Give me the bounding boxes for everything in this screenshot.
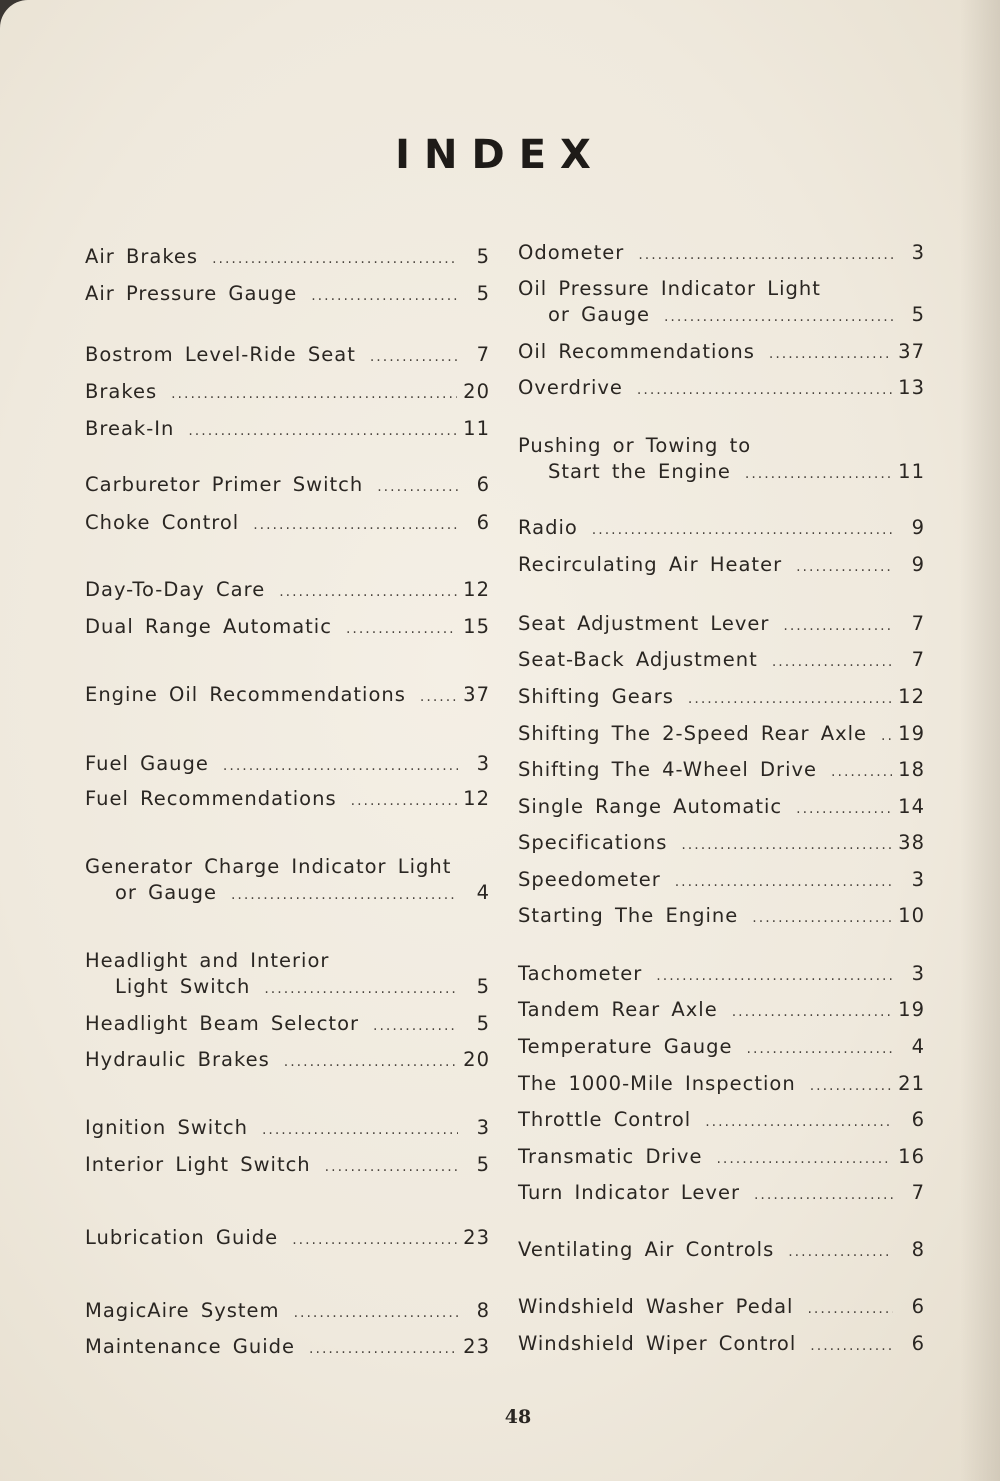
index-entry xyxy=(518,1035,925,1061)
index-entry xyxy=(85,752,490,778)
dot-leader xyxy=(279,584,457,600)
index-entry xyxy=(85,855,490,907)
dot-leader xyxy=(377,479,458,495)
dot-leader xyxy=(253,517,458,533)
entry-label-continued: Light Switch xyxy=(115,975,251,998)
page-number: 48 xyxy=(504,1406,532,1428)
entry-label: The 1000-Mile Inspection xyxy=(518,1072,796,1095)
index-entry xyxy=(85,1226,490,1252)
entry-page-number: 38 xyxy=(898,831,925,854)
entry-label: Tachometer xyxy=(518,962,643,985)
dot-leader xyxy=(688,691,892,707)
entry-page-number: 3 xyxy=(476,1116,490,1139)
index-entry xyxy=(85,683,490,709)
index-entry xyxy=(518,376,925,402)
dot-leader xyxy=(262,1122,458,1138)
index-entry xyxy=(85,1335,490,1361)
index-entry xyxy=(518,962,925,988)
dot-leader xyxy=(325,1159,458,1175)
entry-page-number: 19 xyxy=(898,722,925,745)
entry-label: Turn Indicator Lever xyxy=(518,1181,740,1204)
index-entry xyxy=(518,868,925,894)
index-entry xyxy=(518,553,925,579)
index-entry xyxy=(518,1238,925,1264)
entry-label: Seat Adjustment Lever xyxy=(518,612,770,635)
dot-leader xyxy=(796,801,892,817)
entry-page-number: 11 xyxy=(463,417,490,440)
entry-label: Interior Light Switch xyxy=(85,1153,311,1176)
dot-leader xyxy=(754,1187,893,1203)
dot-leader xyxy=(171,386,457,402)
entry-label: Temperature Gauge xyxy=(518,1035,733,1058)
entry-page-number: 18 xyxy=(898,758,925,781)
index-entry xyxy=(85,473,490,499)
index-entry xyxy=(518,1108,925,1134)
dot-leader xyxy=(373,1018,458,1034)
dot-leader xyxy=(732,1004,892,1020)
entry-page-number: 37 xyxy=(463,683,490,706)
entry-page-number: 3 xyxy=(476,752,490,775)
entry-page-number: 5 xyxy=(476,245,490,268)
dot-leader xyxy=(831,764,892,780)
index-entry xyxy=(518,241,925,267)
entry-page-number: 4 xyxy=(476,881,490,904)
index-entry xyxy=(518,758,925,784)
dot-leader xyxy=(346,621,457,637)
index-entry xyxy=(85,1116,490,1142)
entry-page-number: 19 xyxy=(898,998,925,1021)
index-entry xyxy=(85,511,490,537)
entry-page-number: 11 xyxy=(898,460,925,483)
dot-leader xyxy=(716,1151,892,1167)
entry-page-number: 12 xyxy=(463,787,490,810)
index-entry xyxy=(85,1012,490,1038)
entry-label: Brakes xyxy=(85,380,158,403)
entry-page-number: 5 xyxy=(476,975,490,998)
index-entry xyxy=(85,282,490,308)
index-entry xyxy=(85,417,490,443)
entry-page-number: 5 xyxy=(476,1153,490,1176)
entry-label: Speedometer xyxy=(518,868,661,891)
entry-label: Odometer xyxy=(518,241,625,264)
entry-page-number: 10 xyxy=(898,904,925,927)
dot-leader xyxy=(807,1301,893,1317)
entry-label: Day-To-Day Care xyxy=(85,578,266,601)
entry-page-number: 15 xyxy=(463,615,490,638)
dot-leader xyxy=(311,288,458,304)
index-entry xyxy=(518,1332,925,1358)
index-entry xyxy=(518,1072,925,1098)
dot-leader xyxy=(788,1244,893,1260)
index-entry xyxy=(518,277,925,329)
dot-leader xyxy=(637,382,892,398)
index-entry xyxy=(85,1153,490,1179)
entry-page-number: 6 xyxy=(476,473,490,496)
page-title: INDEX xyxy=(395,132,605,178)
entry-label: Bostrom Level-Ride Seat xyxy=(85,343,356,366)
dot-leader xyxy=(212,251,458,267)
entry-page-number: 7 xyxy=(911,1181,925,1204)
entry-page-number: 7 xyxy=(911,648,925,671)
entry-page-number: 16 xyxy=(898,1145,925,1168)
entry-label: Shifting The 2-Speed Rear Axle xyxy=(518,722,868,745)
entry-page-number: 20 xyxy=(463,380,490,403)
entry-label: Starting The Engine xyxy=(518,904,739,927)
dot-leader xyxy=(351,793,458,809)
dot-leader xyxy=(294,1305,458,1321)
entry-label: Fuel Recommendations xyxy=(85,787,337,810)
entry-page-number: 21 xyxy=(898,1072,925,1095)
entry-label: Break-In xyxy=(85,417,175,440)
entry-page-number: 8 xyxy=(476,1299,490,1322)
entry-label: Shifting The 4-Wheel Drive xyxy=(518,758,818,781)
index-entry xyxy=(518,904,925,930)
entry-label: Tandem Rear Axle xyxy=(518,998,718,1021)
entry-page-number: 6 xyxy=(911,1332,925,1355)
dot-leader xyxy=(638,247,893,263)
index-entry xyxy=(518,831,925,857)
entry-page-number: 37 xyxy=(898,340,925,363)
entry-label: Shifting Gears xyxy=(518,685,674,708)
index-entry xyxy=(85,245,490,271)
dot-leader xyxy=(656,968,893,984)
index-entry xyxy=(518,1295,925,1321)
dot-leader xyxy=(292,1232,457,1248)
entry-page-number: 6 xyxy=(911,1108,925,1131)
page-edge-shadow xyxy=(960,0,1000,1481)
entry-page-number: 14 xyxy=(898,795,925,818)
entry-label: Specifications xyxy=(518,831,668,854)
entry-label: Fuel Gauge xyxy=(85,752,209,775)
entry-page-number: 3 xyxy=(911,241,925,264)
entry-label: Maintenance Guide xyxy=(85,1335,296,1358)
dot-leader xyxy=(796,559,893,575)
entry-page-number: 6 xyxy=(911,1295,925,1318)
entry-label: Overdrive xyxy=(518,376,623,399)
entry-label: Windshield Wiper Control xyxy=(518,1332,797,1355)
dot-leader xyxy=(881,728,892,744)
entry-page-number: 12 xyxy=(898,685,925,708)
entry-label: Engine Oil Recommendations xyxy=(85,683,406,706)
index-entry xyxy=(518,685,925,711)
entry-label: Pushing or Towing to xyxy=(518,434,752,457)
dot-leader xyxy=(810,1078,892,1094)
index-entry xyxy=(518,1181,925,1207)
dot-leader xyxy=(264,981,458,997)
entry-page-number: 23 xyxy=(463,1335,490,1358)
entry-page-number: 5 xyxy=(911,303,925,326)
dot-leader xyxy=(705,1114,893,1130)
entry-label: Headlight and Interior xyxy=(85,949,330,972)
index-entry xyxy=(518,648,925,674)
entry-page-number: 7 xyxy=(911,612,925,635)
dot-leader xyxy=(745,466,892,482)
index-entry xyxy=(518,434,925,486)
entry-page-number: 3 xyxy=(911,962,925,985)
dot-leader xyxy=(309,1341,457,1357)
entry-label: Radio xyxy=(518,516,578,539)
dot-leader xyxy=(772,654,893,670)
entry-label: MagicAire System xyxy=(85,1299,280,1322)
entry-label: Choke Control xyxy=(85,511,240,534)
entry-page-number: 8 xyxy=(911,1238,925,1261)
entry-page-number: 9 xyxy=(911,516,925,539)
entry-label-continued: Start the Engine xyxy=(548,460,731,483)
index-entry xyxy=(85,578,490,604)
entry-page-number: 5 xyxy=(476,1012,490,1035)
index-entry xyxy=(85,787,490,813)
dot-leader xyxy=(747,1041,893,1057)
entry-page-number: 13 xyxy=(898,376,925,399)
dot-leader xyxy=(783,618,893,634)
index-entry xyxy=(518,722,925,748)
dot-leader xyxy=(420,689,457,705)
entry-label-continued: or Gauge xyxy=(548,303,650,326)
index-entry xyxy=(518,612,925,638)
dot-leader xyxy=(223,758,458,774)
entry-label: Air Pressure Gauge xyxy=(85,282,298,305)
entry-label: Oil Pressure Indicator Light xyxy=(518,277,821,300)
index-entry xyxy=(518,1145,925,1171)
entry-page-number: 23 xyxy=(463,1226,490,1249)
entry-label: Lubrication Guide xyxy=(85,1226,279,1249)
dot-leader xyxy=(810,1338,893,1354)
entry-label: Air Brakes xyxy=(85,245,199,268)
entry-page-number: 20 xyxy=(463,1048,490,1071)
dot-leader xyxy=(752,910,892,926)
dot-leader xyxy=(231,887,458,903)
entry-label: Seat-Back Adjustment xyxy=(518,648,758,671)
entry-page-number: 7 xyxy=(476,343,490,366)
entry-label: Hydraulic Brakes xyxy=(85,1048,270,1071)
entry-label: Recirculating Air Heater xyxy=(518,553,783,576)
index-entry xyxy=(85,949,490,1001)
dot-leader xyxy=(681,837,892,853)
entry-page-number: 9 xyxy=(911,553,925,576)
entry-page-number: 5 xyxy=(476,282,490,305)
dot-leader xyxy=(370,349,458,365)
index-entry xyxy=(518,998,925,1024)
index-entry xyxy=(85,1299,490,1325)
dot-leader xyxy=(592,522,893,538)
entry-page-number: 12 xyxy=(463,578,490,601)
entry-page-number: 3 xyxy=(911,868,925,891)
entry-label: Oil Recommendations xyxy=(518,340,755,363)
entry-label: Windshield Washer Pedal xyxy=(518,1295,794,1318)
index-entry xyxy=(85,380,490,406)
entry-label: Carburetor Primer Switch xyxy=(85,473,364,496)
index-entry xyxy=(518,795,925,821)
entry-label-continued: or Gauge xyxy=(115,881,217,904)
dot-leader xyxy=(675,874,893,890)
entry-page-number: 6 xyxy=(476,511,490,534)
entry-label: Ventilating Air Controls xyxy=(518,1238,775,1261)
entry-label: Transmatic Drive xyxy=(518,1145,703,1168)
entry-label: Dual Range Automatic xyxy=(85,615,332,638)
dot-leader xyxy=(664,309,893,325)
entry-label: Generator Charge Indicator Light xyxy=(85,855,452,878)
index-entry xyxy=(85,615,490,641)
index-entry xyxy=(518,516,925,542)
entry-page-number: 4 xyxy=(911,1035,925,1058)
entry-label: Headlight Beam Selector xyxy=(85,1012,360,1035)
index-entry xyxy=(85,343,490,369)
dot-leader xyxy=(769,346,892,362)
index-entry xyxy=(518,340,925,366)
dot-leader xyxy=(188,423,457,439)
entry-label: Single Range Automatic xyxy=(518,795,783,818)
index-entry xyxy=(85,1048,490,1074)
entry-label: Throttle Control xyxy=(518,1108,692,1131)
dot-leader xyxy=(284,1054,457,1070)
entry-label: Ignition Switch xyxy=(85,1116,248,1139)
